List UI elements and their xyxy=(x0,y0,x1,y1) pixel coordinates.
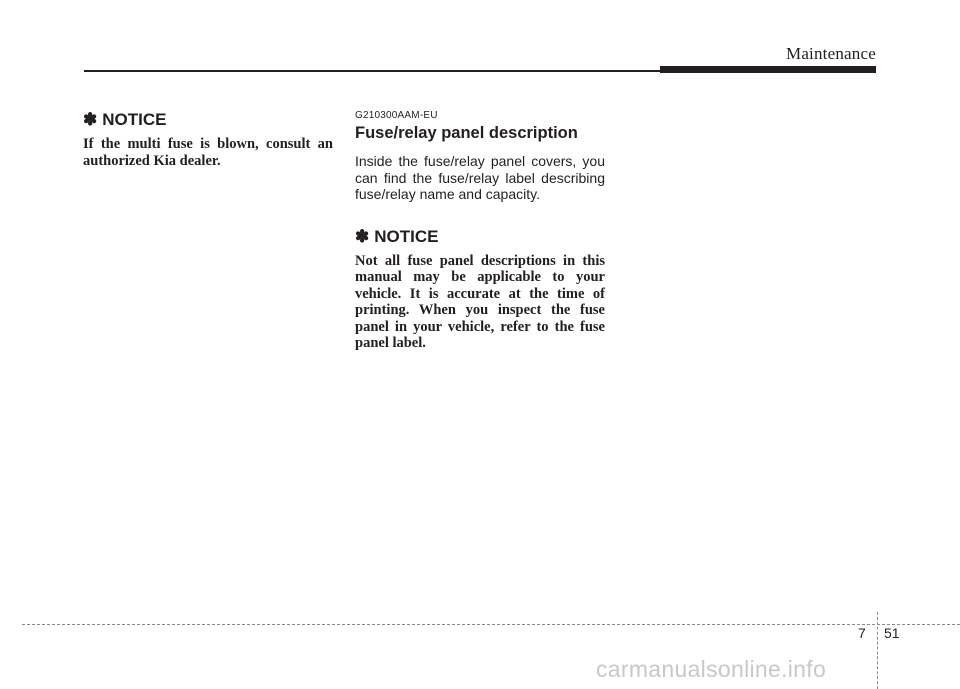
middle-column xyxy=(355,110,605,352)
page-number: 51 xyxy=(884,625,900,641)
notice-mark-icon: ✽ xyxy=(83,110,98,129)
notice-mark-icon: ✽ xyxy=(355,226,370,246)
left-column xyxy=(83,110,333,169)
notice-heading xyxy=(83,110,333,130)
section-title: Maintenance xyxy=(786,44,876,63)
notice-heading-text: NOTICE xyxy=(102,110,167,129)
footer-dashed-divider xyxy=(877,612,878,689)
header-rule-thick xyxy=(660,66,876,73)
header-rule-thin xyxy=(84,70,660,72)
section-heading: Fuse/relay panel description xyxy=(355,124,578,142)
footer-dashed-rule xyxy=(22,624,960,625)
section-code: G210300AAM-EU xyxy=(355,110,438,121)
notice-body: Not all fuse panel descriptions in this manual may be applicable to your vehicle. It is accurate at the time of printing. When you inspect the fuse panel in your vehicle, refer to the fuse panel label. xyxy=(355,252,605,351)
notice-heading-text: NOTICE xyxy=(374,226,439,246)
section-body: Inside the fuse/relay panel covers, you can find the fuse/relay label describing fuse/relay name and capacity. xyxy=(355,153,605,202)
notice-heading xyxy=(355,227,605,247)
notice-body: If the multi fuse is blown, consult an authorized Kia dealer. xyxy=(83,136,333,169)
watermark: carmanualsonline.info xyxy=(596,656,827,682)
chapter-number: 7 xyxy=(858,625,866,641)
